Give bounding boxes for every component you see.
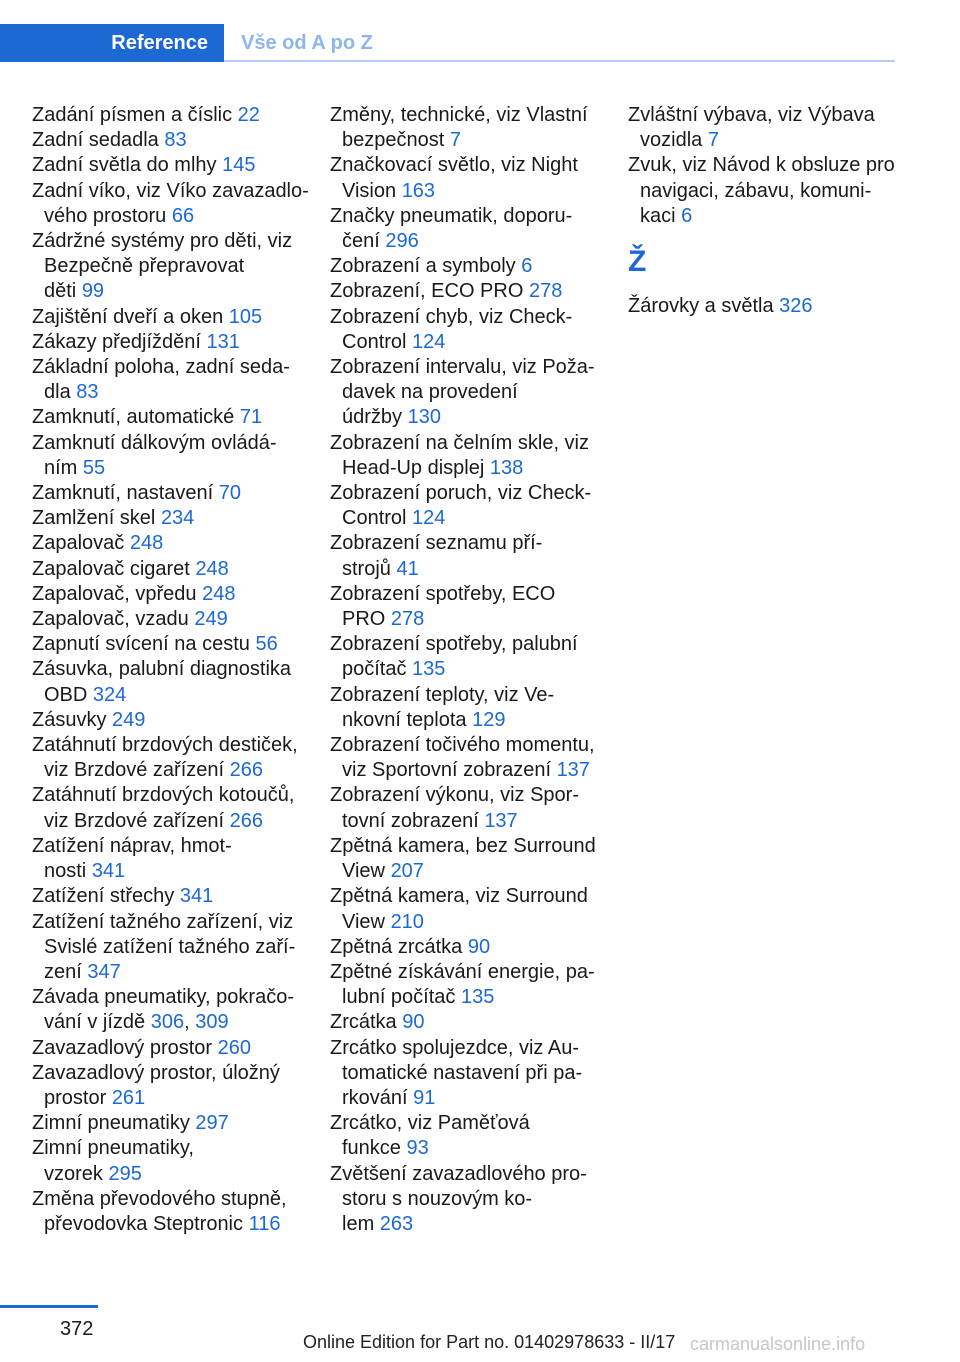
index-entry-text: Zrcátko, viz Paměťová funkce [330,1112,530,1160]
index-entry [330,279,620,304]
index-entry-text: Zimní pneumatiky, vzorek [32,1137,194,1185]
index-entry [330,531,620,581]
page-link[interactable]: 138 [489,456,524,479]
page-link[interactable]: 70 [218,482,242,505]
page-link[interactable]: 135 [460,986,495,1009]
index-entry [32,431,322,481]
index-entry-text: Zimní pneumatiky [32,1112,190,1135]
index-entry [32,1036,322,1061]
index-entry-text: Zásuvka, palubní diagnostika OBD [32,658,292,706]
index-entry-text: Zobrazení výkonu, viz Spor- tovní zobrazení [330,784,579,832]
index-entry [330,683,620,733]
index-letter-heading: Ž [628,245,647,279]
index-column-2 [330,103,620,1237]
index-entry-text: Značky pneumatik, doporu- čení [330,204,573,253]
index-entry [330,305,620,355]
index-entry [330,355,620,431]
page-link[interactable]: 7 [707,129,719,152]
index-entry [32,834,322,884]
page-link[interactable]: 347 [87,960,121,983]
index-entry-text: Zamknutí, automatické [32,406,235,429]
index-entry [32,506,322,531]
index-column-3 [628,103,918,319]
index-entry-text: Zamlžení skel [32,507,156,530]
index-entry-text: Zajištění dveří a oken [32,305,224,328]
index-entry-text: Zádržné systémy pro děti, viz Bezpečně přepravovat děti [32,230,293,303]
index-entry [32,884,322,909]
index-entry [330,103,620,153]
index-entry [628,294,918,319]
page-link[interactable]: 71 [239,406,263,429]
index-column-1 [32,103,322,1237]
index-entry-text: Zapalovač [32,532,125,555]
index-entry [330,632,620,682]
index-entry [330,834,620,884]
page-link[interactable]: 105 [228,305,263,328]
index-entry-text: Značkovací světlo, viz Night Vision [330,154,578,202]
page-link[interactable]: 234 [160,507,195,530]
index-entry-text: Zadní víko, viz Víko zavazadlo- vého prostoru [32,179,309,227]
index-entry-text: Zrcátko spolujezdce, viz Au- tomatické nastavení při pa- rkování [330,1036,583,1109]
index-entry-text: Zpětná zrcátka [330,935,463,958]
index-entry [32,179,322,229]
page-link[interactable]: 90 [467,935,491,958]
index-entry [32,153,322,178]
page-link[interactable]: 93 [406,1137,429,1160]
index-entry [32,305,322,330]
index-entry [32,330,322,355]
header-bar [0,0,960,64]
index-entry-text: Zatáhnutí brzdových kotoučů, viz Brzdové zařízení [32,784,295,832]
footer-rule [0,1305,98,1308]
page-link[interactable]: 90 [402,1011,425,1034]
index-entry-text: Základní poloha, zadní seda- dla [32,356,290,404]
page-link[interactable]: 163 [401,179,436,202]
index-entry [330,431,620,481]
page-link[interactable]: 41 [396,557,419,580]
index-entry-text: Zobrazení a symboly [330,255,516,278]
page-link[interactable]: 261 [111,1086,146,1109]
page-link[interactable]: 6 [521,255,533,278]
index-entry-text: Změny, technické, viz Vlastní bezpečnost [330,104,588,152]
page-link[interactable]: 295 [108,1162,142,1185]
index-entry-text: Změna převodového stupně, převodovka Steptronic [32,1187,287,1235]
page-link[interactable]: 263 [379,1212,414,1235]
index-entry [32,1111,322,1136]
index-entry [330,960,620,1010]
page-link[interactable]: 266 [229,759,264,782]
index-entry [32,103,322,128]
index-entry [628,103,918,153]
index-entry-text: Zobrazení točivého momentu, viz Sportovní zobrazení [330,734,595,782]
edition-note: Online Edition for Part no. 01402978633 - II/17 [303,1332,676,1352]
index-entry-text: Zavazadlový prostor [32,1036,213,1059]
page-link[interactable]: 137 [556,759,590,782]
index-entry-text: Zobrazení spotřeby, palubní počítač [330,633,578,681]
index-entry [330,153,620,203]
index-entry [330,1162,620,1238]
index-entry-text: Zatáhnutí brzdových destiček, viz Brzdové zařízení [32,734,298,782]
index-entry [32,607,322,632]
index-entry-text: Zobrazení chyb, viz Check- Control [330,305,573,353]
watermark: carmanualsonline.info [690,1334,866,1354]
page-link[interactable]: 116 [248,1212,281,1235]
page-link[interactable]: 145 [222,154,256,177]
index-entry [32,405,322,430]
index-entry [330,1036,620,1112]
index-entry [330,1010,620,1035]
index-entry-text: Zapalovač, vzadu [32,608,189,631]
index-entry [32,582,322,607]
page-link[interactable]: 210 [390,910,424,933]
index-entry [32,632,322,657]
index-entry-text: Zadání písmen a číslic [32,104,233,126]
index-entry [32,229,322,305]
index-entry [32,481,322,506]
page-link[interactable]: 326 [779,295,813,318]
page-link[interactable]: 131 [206,330,240,353]
page-link[interactable]: 83 [76,381,99,404]
tab-reference[interactable]: Reference [0,24,224,62]
index-entry-text: Žárovky a světla [628,295,774,318]
page-link[interactable]: 7 [449,129,461,152]
index-entry-text: Zpětná kamera, bez Surround View [330,834,596,883]
page-link[interactable]: 260 [217,1036,252,1059]
index-entry-text: Zásuvky [32,708,107,731]
header-rule [224,60,895,62]
index-entry [32,355,322,405]
index-entry-text: Zobrazení spotřeby, ECO PRO [330,582,556,631]
page-link[interactable]: 56 [255,633,278,656]
tab-a-to-z[interactable]: Vše od A po Z [241,32,373,54]
index-entry [32,531,322,556]
page-link[interactable]: 248 [129,532,164,555]
page-link[interactable]: 66 [171,204,195,227]
page-link[interactable]: 137 [484,809,518,832]
page-link[interactable]: 124 [412,330,446,353]
index-entry-text: Zvětšení zavazadlového pro- storu s nouzovým ko- lem [330,1162,587,1235]
index-entry-text: Zobrazení intervalu, viz Poža- davek na provedení údržby [330,356,595,429]
page-link[interactable]: 341 [179,885,214,908]
index-entry [32,1187,322,1237]
index-entry-text: Zapnutí svícení na cestu [32,633,250,656]
index-entry [32,910,322,986]
page-link[interactable]: 341 [91,860,126,883]
index-entry-text: Zvláštní výbava, viz Výbava vozidla [628,104,875,152]
index-entry-text: Zatížení náprav, hmot- nosti [32,834,232,883]
index-entry-text: Zamknutí dálkovým ovládá- ním [32,431,277,479]
page-link[interactable]: 306 [150,1011,185,1034]
index-entry [330,935,620,960]
index-entry [32,657,322,707]
page-link[interactable]: 278 [390,608,425,631]
page-link[interactable]: 248 [202,582,236,605]
index-entry [628,153,918,229]
index-entry-text: Zatížení střechy [32,885,175,908]
index-entry [32,1061,322,1111]
index-entry [330,254,620,279]
page-link[interactable]: 324 [92,683,127,706]
index-entry-text: Zapalovač, vpředu [32,582,197,605]
index-entry-text: Zamknutí, nastavení [32,482,214,505]
page-link[interactable]: 55 [82,456,106,479]
index-entry [330,204,620,254]
page-link[interactable]: 124 [412,507,446,530]
index-entry-text: Zobrazení seznamu pří- strojů [330,532,543,580]
index-entry [330,582,620,632]
index-entry-text: Zobrazení, ECO PRO [330,280,524,303]
index-entry [32,708,322,733]
index-entry-text: Zpětné získávání energie, pa- lubní počítač [330,960,595,1009]
page-link[interactable]: 278 [528,280,563,303]
page-link[interactable]: 130 [407,406,441,429]
page-link[interactable]: 6 [681,204,693,227]
page-link[interactable]: 266 [229,809,264,832]
index-entry [32,1136,322,1186]
page-link[interactable]: 135 [412,658,446,681]
index-entry [330,733,620,783]
index-entry [330,1111,620,1161]
page-link[interactable]: 91 [413,1086,436,1109]
page-link[interactable]: 207 [390,860,424,883]
page-link[interactable]: 99 [81,280,105,303]
index-entry [32,128,322,153]
index-entry-text: Zapalovač cigaret [32,557,190,580]
page-link[interactable]: 83 [164,129,187,152]
index-entry [330,481,620,531]
index-entry [330,783,620,833]
index-entry-text: Závada pneumatiky, pokračo- vání v jízdě [32,986,294,1034]
page-link[interactable]: 129 [472,708,506,731]
index-entry [32,733,322,783]
page-link[interactable]: 249 [194,608,228,631]
index-entry: Závada pneumatiky, pokračo- vání v jízdě 306, 309 [32,986,294,1034]
index-entry-text: Zadní světla do mlhy [32,154,217,177]
page-link[interactable]: 309 [195,1011,229,1034]
index-entry [32,783,322,833]
index-entry-text: Zákazy předjíždění [32,330,201,353]
index-entry [330,884,620,934]
index-entry-text: Zobrazení poruch, viz Check- Control [330,482,592,530]
index-entry-text: Zatížení tažného zařízení, viz Svislé zatížení tažného zaří- zení [32,910,296,983]
index-entry-text: Zobrazení teploty, viz Ve- nkovní teplota [330,683,555,731]
page-link[interactable]: 22 [237,104,260,126]
index-entry [32,557,322,582]
page-link[interactable]: 249 [112,708,146,731]
index-entry-text: Zvuk, viz Návod k obsluze pro navigaci, zábavu, komuni- kaci [628,154,895,227]
page-link[interactable]: 248 [195,557,229,580]
page-link[interactable]: 296 [385,230,419,253]
index-entry-text: Zadní sedadla [32,129,159,152]
index-entry-text: Zrcátka [330,1011,397,1034]
index-entry-text: Zobrazení na čelním skle, viz Head-Up displej [330,431,589,479]
index-entry-text: Zpětná kamera, viz Surround View [330,885,588,933]
index-entry-text: Zavazadlový prostor, úložný prostor [32,1061,280,1109]
page-number: 372 [60,1318,94,1340]
page-link[interactable]: 297 [195,1112,229,1135]
